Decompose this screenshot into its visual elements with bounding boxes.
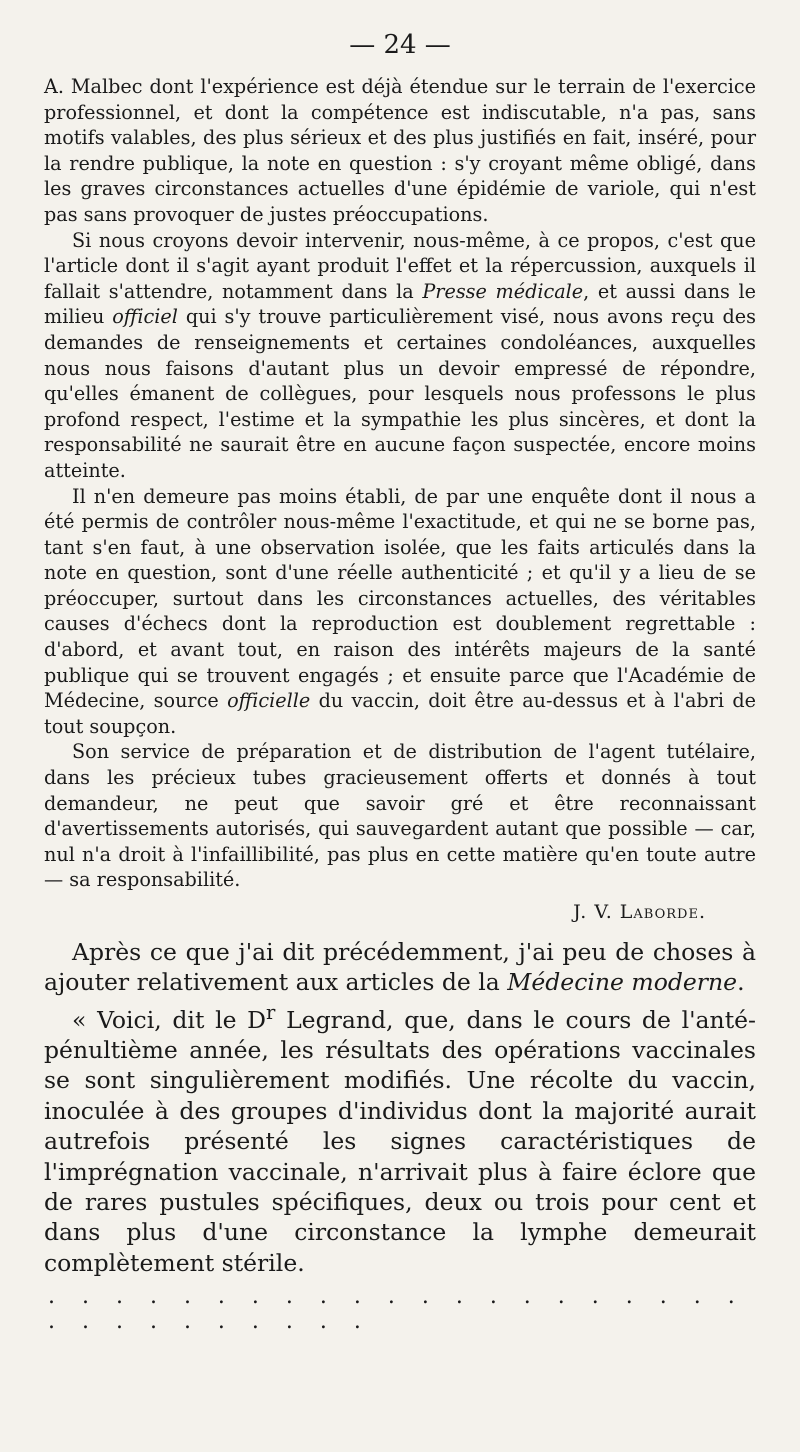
main-paragraph-2-text-b: Legrand, que, dans le cours de l'anté-pénultième année, les résultats des opérations vaccinales se sont singulièrement modifiés. Une récolte du vaccin, inoculée à des groupes d'individus dont la majorité aurait autrefois présenté les signes caractéristiques de l'imprégnation vaccinale, n'arrivait plus à faire éclore que de rares pustules spécifiques, deux ou trois pour cent et dans plus d'une circonstance la lymphe demeurait complètement stérile. bbox=[44, 1005, 756, 1277]
main-paragraph-1-text-b: . bbox=[737, 968, 745, 997]
doctor-abbrev-sup: r bbox=[266, 1000, 276, 1024]
quoted-article bbox=[44, 74, 756, 893]
quoted-paragraph-2-text-c: qui s'y trouve particulièrement visé, nous avons reçu des demandes de renseignements et certaines condoléances, auxquelles nous nous faisons d'autant plus un devoir empressé de répondre, qu'elles émanent de collègues, pour lesquels nous professons le plus profond respect, l'estime et la sympathie les plus sincères, et dont la responsabilité ne saurait être en aucune façon suspectée, encore moins atteinte. bbox=[44, 305, 756, 482]
main-paragraph-1-text-a: Après ce que j'ai dit précédemment, j'ai peu de choses à ajouter relativement aux articles de la bbox=[44, 938, 756, 997]
quoted-paragraph-2-text-b: , et aussi dans le milieu bbox=[44, 279, 757, 329]
officielle-emphasis: officielle bbox=[227, 689, 311, 713]
quoted-paragraph-2 bbox=[44, 228, 756, 484]
quoted-paragraph-2-text-a: Si nous croyons devoir intervenir, nous-même, à ce propos, c'est que l'article dont il s'agit ayant produit l'effet et la répercussion, auxquels il fallait s'attendre, notamment dans la bbox=[44, 228, 756, 303]
signature bbox=[44, 901, 706, 923]
main-paragraph-2-text-a: « Voici, dit le D bbox=[72, 1005, 267, 1034]
page-number: — 24 — bbox=[349, 30, 451, 60]
main-paragraph-1 bbox=[44, 937, 756, 998]
medecine-moderne-title: Médecine moderne bbox=[507, 968, 738, 997]
quoted-paragraph-3-text-b: du vaccin, doit être au-dessus et à l'abri de tout soupçon. bbox=[44, 689, 757, 738]
quoted-paragraph-3 bbox=[44, 484, 756, 740]
presse-medicale-title: Presse médicale bbox=[422, 279, 584, 303]
main-text bbox=[44, 937, 756, 1334]
quoted-paragraph-1: A. Malbec dont l'expérience est déjà étendue sur le terrain de l'exercice professionnel, et dont la compétence est indiscutable, n'a pas, sans motifs valables, des plus sérieux et des plus justifiés en fait, inséré, pour la rendre publique, la note en question : s'y croyant même obligé, dans les graves circonstances actuelles d'une épidémie de variole, qui n'est pas sans provoquer de justes préoccupations. bbox=[44, 75, 756, 226]
signature-surname: Laborde. bbox=[619, 901, 706, 923]
main-paragraph-2 bbox=[44, 998, 756, 1278]
signature-initials: J. V. bbox=[573, 901, 620, 923]
ellipsis-line: . . . . . . . . . . . . . . . . . . . . . . . . . . . . . . . bbox=[48, 1284, 745, 1335]
quoted-paragraph-3-text-a: Il n'en demeure pas moins établi, de par une enquête dont il nous a été permis de contrôler nous-même l'exactitude, et qui ne se borne pas, tant s'en faut, à une observation isolée, que les faits articulés dans la note en question, sont d'une réelle authenticité ; et qu'il y a lieu de se préoccuper, surtout dans les circonstances actuelles, des véritables causes d'échecs dont la reproduction est doublement regrettable : d'abord, et avant tout, en raison des intérêts majeurs de la santé publique qui se trouvent engagés ; et ensuite parce que l'Académie de Médecine, source bbox=[44, 484, 756, 713]
quoted-paragraph-4: Son service de préparation et de distribution de l'agent tutélaire, dans les précieux tubes gracieusement offerts et donnés à tout demandeur, ne peut que savoir gré et être reconnaissant d'avertissements autorisés, qui sauvegardent autant que possible — car, nul n'a droit à l'infaillibilité, pas plus en cette matière qu'en toute autre — sa responsabilité. bbox=[44, 740, 756, 892]
officiel-emphasis: officiel bbox=[112, 305, 178, 329]
